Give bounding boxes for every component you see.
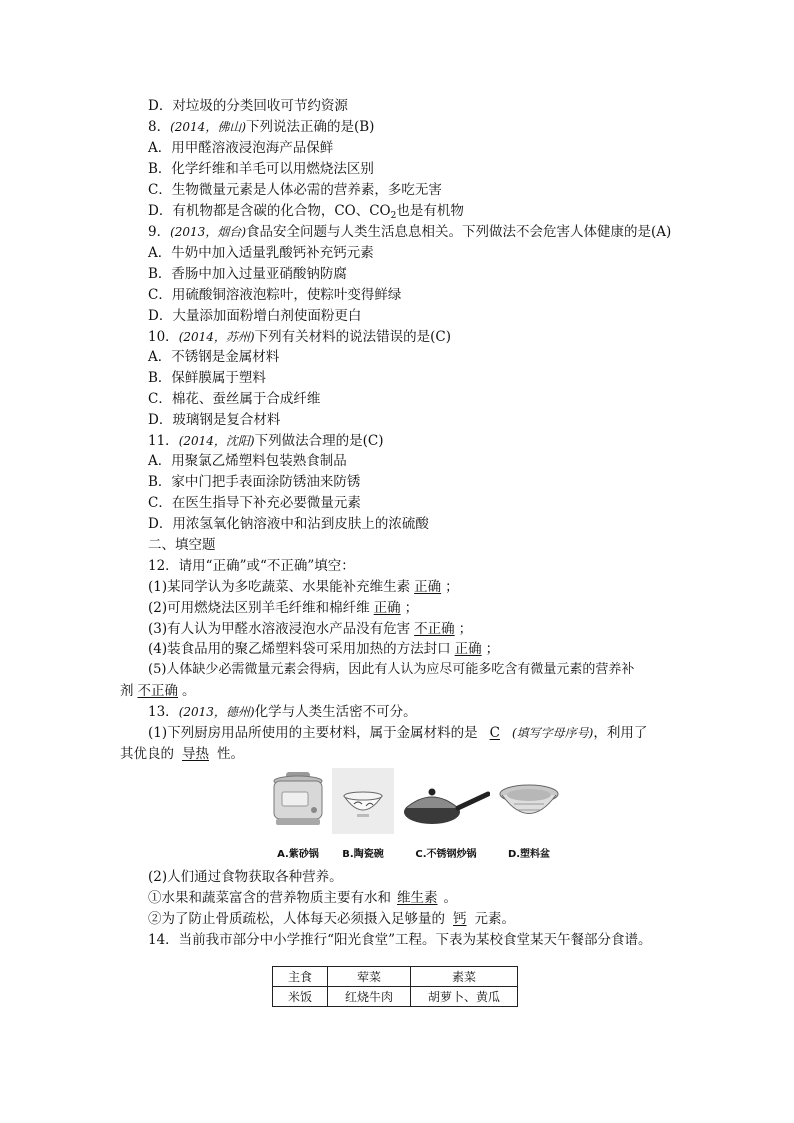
q12-item-5-cont: 剂 不正确 。 bbox=[120, 683, 196, 699]
table-header: 主食 bbox=[273, 967, 328, 987]
q9-option-a: A．牛奶中加入适量乳酸钙补充钙元素 bbox=[148, 245, 374, 261]
q11-option-a: A．用聚氯乙烯塑料包装熟食制品 bbox=[148, 453, 347, 469]
q13-part-1: (1)下列厨房用品所使用的主要材料，属于金属材料的是 C (填写字母序号)，利用了 bbox=[148, 725, 648, 741]
q8-option-c: C．生物微量元素是人体必需的营养素，多吃无害 bbox=[148, 182, 442, 198]
answer-blank: 导热 bbox=[182, 746, 209, 762]
table-row bbox=[273, 987, 518, 1007]
answer-blank: 维生素 bbox=[397, 890, 438, 906]
item-label: D.塑料盆 bbox=[507, 849, 551, 860]
item-d bbox=[494, 768, 564, 860]
q10-option-a: A．不锈钢是金属材料 bbox=[148, 349, 280, 365]
q8-option-a: A．用甲醛溶液浸泡海产品保鲜 bbox=[148, 140, 334, 156]
item-label: B.陶瓷碗 bbox=[342, 849, 384, 860]
item-label: C.不锈钢炒锅 bbox=[415, 849, 477, 860]
question-source: (2014，苏州) bbox=[178, 330, 255, 344]
q9-option-c: C．用硫酸铜溶液泡粽叶，使粽叶变得鲜绿 bbox=[148, 287, 402, 303]
q13-part-2b: ②为了防止骨质疏松，人体每天必须摄入足够量的 钙 元素。 bbox=[148, 911, 515, 927]
item-c bbox=[402, 768, 490, 860]
q10-option-c: C．棉花、蚕丝属于合成纤维 bbox=[148, 391, 321, 407]
table-header-row bbox=[273, 967, 518, 987]
question-source: (2014，沈阳) bbox=[178, 434, 255, 448]
answer-blank: 钙 bbox=[453, 911, 467, 927]
question-11: 11．(2014，沈阳)下列做法合理的是(C) bbox=[148, 433, 384, 449]
answer-blank: 不正确 bbox=[137, 683, 178, 699]
q12-item-4: (4)装食品用的聚乙烯塑料袋可采用加热的方法封口 正确 ； bbox=[148, 641, 500, 657]
table-cell: 米饭 bbox=[273, 987, 328, 1007]
q11-option-d: D．用浓氢氧化钠溶液中和沾到皮肤上的浓硫酸 bbox=[148, 516, 429, 532]
steel-wok-icon bbox=[402, 768, 490, 834]
menu-table bbox=[272, 966, 518, 1007]
kitchenware-figure bbox=[262, 768, 562, 860]
clay-pot-icon bbox=[266, 768, 330, 834]
question-10: 10．(2014，苏州)下列有关材料的说法错误的是(C) bbox=[148, 329, 451, 345]
q12-item-1: (1)某同学认为多吃蔬菜、水果能补充维生素 正确 ； bbox=[148, 579, 459, 595]
plastic-basin-icon bbox=[496, 768, 562, 834]
answer-blank: 正确 bbox=[373, 600, 401, 616]
table-cell: 胡萝卜、黄瓜 bbox=[411, 987, 518, 1007]
ceramic-bowl-icon bbox=[332, 768, 394, 834]
q7-option-d: D．对垃圾的分类回收可节约资源 bbox=[148, 98, 348, 114]
answer-blank: 不正确 bbox=[414, 621, 455, 637]
q9-option-b: B．香肠中加入过量亚硝酸钠防腐 bbox=[148, 266, 347, 282]
question-12: 12．请用“正确”或“不正确”填空： bbox=[148, 558, 355, 574]
section-heading: 二、填空题 bbox=[148, 537, 216, 553]
question-9: 9．(2013，烟台)食品安全问题与人类生活息息相关。下列做法不会危害人体健康的是(A) bbox=[148, 224, 672, 240]
question-13: 13．(2013，德州)化学与人类生活密不可分。 bbox=[148, 704, 417, 720]
q11-option-c: C．在医生指导下补充必要微量元素 bbox=[148, 495, 361, 511]
table-header: 素菜 bbox=[411, 967, 518, 987]
item-a bbox=[262, 768, 334, 860]
q8-option-d: D．有机物都是含碳的化合物，CO、$CO_2$也是有机物 bbox=[148, 203, 464, 221]
item-label: A.紫砂锅 bbox=[277, 849, 319, 860]
q8-option-b: B．化学纤维和羊毛可以用燃烧法区别 bbox=[148, 161, 374, 177]
q13-part-1-cont: 其优良的 导热 性。 bbox=[120, 746, 244, 762]
q11-option-b: B．家中门把手表面涂防锈油来防锈 bbox=[148, 474, 361, 490]
question-8: 8．(2014，佛山)下列说法正确的是(B) bbox=[148, 119, 375, 135]
q10-option-b: B．保鲜膜属于塑料 bbox=[148, 370, 266, 386]
q9-option-d: D．大量添加面粉增白剂使面粉更白 bbox=[148, 308, 362, 324]
q10-option-d: D．玻璃钢是复合材料 bbox=[148, 412, 281, 428]
q13-part-2: (2)人们通过食物获取各种营养。 bbox=[148, 869, 343, 885]
question-source: (2014，佛山) bbox=[170, 120, 246, 134]
q12-item-3: (3)有人认为甲醛水溶液浸泡水产品没有危害 不正确 ； bbox=[148, 621, 473, 637]
question-source: (2013，德州) bbox=[178, 705, 255, 719]
question-14: 14．当前我市部分中小学推行“阳光食堂”工程。下表为某校食堂某天午餐部分食谱。 bbox=[148, 932, 652, 948]
answer-blank: C bbox=[489, 725, 500, 741]
q12-item-5: (5)人体缺少必需微量元素会得病，因此有人认为应尽可能多吃含有微量元素的营养补 bbox=[148, 662, 635, 677]
q12-item-2: (2)可用燃烧法区别羊毛纤维和棉纤维 正确 ； bbox=[148, 600, 419, 616]
item-b bbox=[332, 768, 394, 860]
q13-part-2a: ①水果和蔬菜富含的营养物质主要有水和 维生素 。 bbox=[148, 890, 457, 906]
answer-blank: 正确 bbox=[454, 641, 482, 657]
question-source: (2013，烟台) bbox=[170, 225, 246, 239]
table-cell: 红烧牛肉 bbox=[328, 987, 411, 1007]
table-header: 荤菜 bbox=[328, 967, 411, 987]
answer-blank: 正确 bbox=[414, 579, 442, 595]
